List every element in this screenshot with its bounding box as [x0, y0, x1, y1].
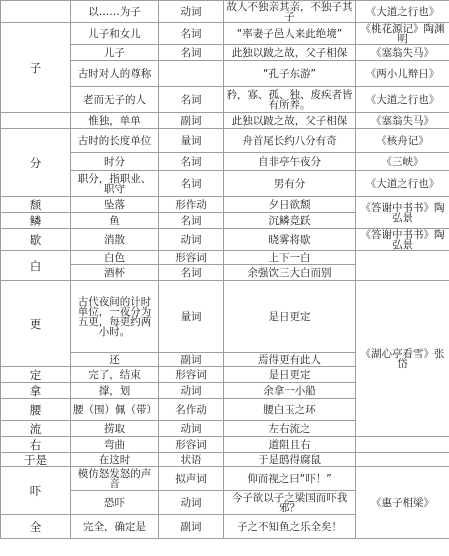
meaning-cell: 儿子和女儿	[71, 23, 159, 45]
part-of-speech-cell: 形容词	[159, 251, 224, 265]
meaning-cell: 恐吓	[71, 491, 159, 515]
meaning-cell: 模仿怒发怒的声音	[71, 467, 159, 491]
example-cell: 仰而视之曰“吓！”	[224, 467, 356, 491]
meaning-cell: 以……为子	[71, 1, 159, 23]
example-cell: 沉鳞竞跃	[224, 213, 356, 229]
table-row	[1, 453, 449, 467]
example-cell: 故人不独亲其亲，不独子其子	[224, 1, 356, 23]
source-cell: 《大道之行也》	[356, 1, 449, 23]
source-cell: 《塞翁失马》	[356, 113, 449, 129]
example-cell: 此独以跛之故，父子相保	[224, 45, 356, 61]
word-cell: 白	[1, 251, 71, 281]
example-cell: 子之不知鱼之乐全矣！	[224, 515, 356, 539]
example-cell: “孔子东游”	[224, 61, 356, 87]
word-cell: 颓	[1, 197, 71, 213]
meaning-cell: 腰（围）佩（带）	[71, 399, 159, 421]
part-of-speech-cell: 动词	[159, 229, 224, 251]
meaning-cell: 惟独，单单	[71, 113, 159, 129]
part-of-speech-cell: 名词	[159, 87, 224, 113]
example-cell: 道阻且右	[224, 437, 356, 453]
source-cell: 《惠子相梁》	[356, 467, 449, 539]
word-cell: 拿	[1, 383, 71, 399]
part-of-speech-cell: 形容词	[159, 437, 224, 453]
meaning-cell: 撑，划	[71, 383, 159, 399]
meaning-cell: 古时的长度单位	[71, 129, 159, 153]
part-of-speech-cell: 名词	[159, 153, 224, 171]
source-cell: 《塞翁失马》	[356, 45, 449, 61]
example-cell: 晓雾将歇	[224, 229, 356, 251]
example-cell: 夕日欲颓	[224, 197, 356, 213]
part-of-speech-cell: 量词	[159, 281, 224, 353]
table-row	[1, 437, 449, 453]
table-row	[1, 113, 449, 129]
table-row	[1, 251, 449, 265]
table-row	[1, 129, 449, 153]
meaning-cell: 完全，确定是	[71, 515, 159, 539]
example-cell: 上下一白	[224, 251, 356, 265]
example-cell: 是日更定	[224, 281, 356, 353]
table-row	[1, 229, 449, 251]
part-of-speech-cell: 名词	[159, 23, 224, 45]
word-cell: 于是	[1, 453, 71, 467]
example-cell: 此独以跛之故，父子相保	[224, 113, 356, 129]
part-of-speech-cell: 状语	[159, 453, 224, 467]
part-of-speech-cell: 名词	[159, 171, 224, 197]
word-cell: 鳞	[1, 213, 71, 229]
table-row	[1, 23, 449, 45]
example-cell: “率妻子邑人来此绝境”	[224, 23, 356, 45]
meaning-cell: 老而无子的人	[71, 87, 159, 113]
source-cell: 《湖心亭看雪》张岱	[356, 281, 449, 437]
example-cell: 是日更定	[224, 367, 356, 383]
meaning-cell: 消散	[71, 229, 159, 251]
word-cell	[1, 113, 71, 129]
meaning-cell: 时分	[71, 153, 159, 171]
meaning-cell: 捞取	[71, 421, 159, 437]
word-cell: 吓	[1, 467, 71, 515]
part-of-speech-cell: 动词	[159, 383, 224, 399]
part-of-speech-cell: 动词	[159, 421, 224, 437]
example-cell: 余强饮三大白而别	[224, 265, 356, 281]
part-of-speech-cell: 拟声词	[159, 467, 224, 491]
source-cell	[356, 251, 449, 281]
word-cell: 歇	[1, 229, 71, 251]
source-cell: 《大道之行也》	[356, 87, 449, 113]
part-of-speech-cell: 副词	[159, 113, 224, 129]
example-cell: 男有分	[224, 171, 356, 197]
word-cell: 分	[1, 129, 71, 197]
part-of-speech-cell: 名词	[159, 213, 224, 229]
part-of-speech-cell: 副词	[159, 353, 224, 367]
example-cell: 自非亭午夜分	[224, 153, 356, 171]
source-cell: 《桃花源记》陶渊明	[356, 23, 449, 45]
part-of-speech-cell: 名作动	[159, 399, 224, 421]
word-cell: 全	[1, 515, 71, 539]
example-cell: 今子欲以子之梁国而吓我邪？	[224, 491, 356, 515]
word-cell: 更	[1, 281, 71, 367]
source-cell: 《三峡》	[356, 153, 449, 171]
meaning-cell: 鱼	[71, 213, 159, 229]
meaning-cell: 古时对人的尊称	[71, 61, 159, 87]
example-cell: 舟首尾长约八分有奇	[224, 129, 356, 153]
example-cell: 左右流之	[224, 421, 356, 437]
meaning-cell: 古代夜间的计时单位，一夜分为五更，每更约两小时。	[71, 281, 159, 353]
part-of-speech-cell: 副词	[159, 515, 224, 539]
example-cell: 焉得更有此人	[224, 353, 356, 367]
meaning-cell: 还	[71, 353, 159, 367]
part-of-speech-cell	[159, 61, 224, 87]
source-cell: 《核舟记》	[356, 129, 449, 153]
word-cell	[1, 1, 71, 23]
part-of-speech-cell: 量词	[159, 129, 224, 153]
word-cell: 流	[1, 421, 71, 437]
part-of-speech-cell: 动词	[159, 1, 224, 23]
meaning-cell: 白色	[71, 251, 159, 265]
example-cell: 余拿一小船	[224, 383, 356, 399]
source-cell: 《答谢中书书》陶弘景	[356, 229, 449, 251]
table-row	[1, 1, 449, 23]
meaning-cell: 职分，指职业、职守	[71, 171, 159, 197]
source-cell	[356, 437, 449, 453]
meaning-cell: 酒杯	[71, 265, 159, 281]
example-cell: 于是鸱得腐鼠	[224, 453, 356, 467]
source-cell: 《答谢中书书》陶弘景	[356, 197, 449, 229]
table-row	[1, 281, 449, 353]
part-of-speech-cell: 名词	[159, 265, 224, 281]
source-cell: 《大道之行也》	[356, 171, 449, 197]
source-cell	[356, 453, 449, 467]
word-cell: 右	[1, 437, 71, 453]
example-cell: 腰白玉之环	[224, 399, 356, 421]
word-cell: 子	[1, 23, 71, 113]
part-of-speech-cell: 动词	[159, 491, 224, 515]
part-of-speech-cell: 形作动	[159, 197, 224, 213]
meaning-cell: 完了，结束	[71, 367, 159, 383]
word-cell: 腰	[1, 399, 71, 421]
word-cell: 定	[1, 367, 71, 383]
vocabulary-table-body	[1, 1, 449, 539]
source-cell: 《两小儿辩日》	[356, 61, 449, 87]
part-of-speech-cell: 名词	[159, 45, 224, 61]
meaning-cell: 在这时	[71, 453, 159, 467]
table-row	[1, 467, 449, 491]
table-row	[1, 197, 449, 213]
meaning-cell: 弯曲	[71, 437, 159, 453]
example-cell: 矜，寡、孤、独、废疾者皆有所养。	[224, 87, 356, 113]
meaning-cell: 儿子	[71, 45, 159, 61]
part-of-speech-cell: 形容词	[159, 367, 224, 383]
meaning-cell: 坠落	[71, 197, 159, 213]
